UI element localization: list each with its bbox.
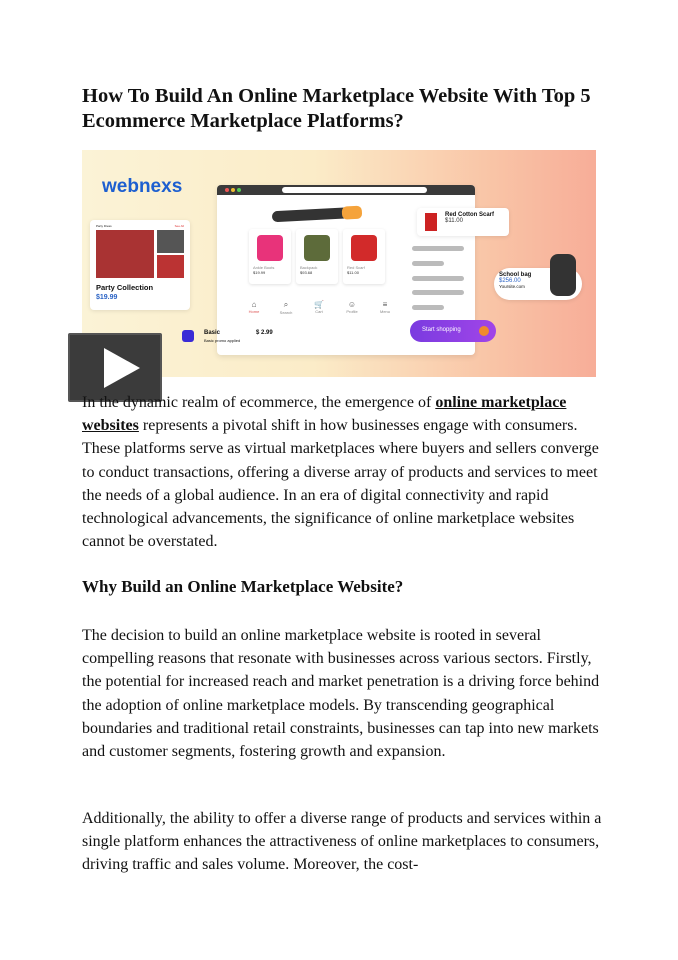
search-bar — [272, 207, 360, 223]
party-photo — [96, 230, 154, 278]
scarf-card — [417, 208, 509, 236]
product-card — [249, 229, 291, 284]
plan-note: Basic promo applied — [204, 338, 241, 343]
section-heading: Why Build an Online Marketplace Website? — [82, 577, 404, 596]
party-thumb — [157, 230, 184, 253]
placeholder-line — [412, 305, 444, 310]
scarf-price: $11.00 — [445, 218, 463, 224]
placeholder-line — [412, 290, 464, 295]
online-marketplace-link[interactable]: online marketplace websites — [82, 394, 567, 435]
party-title: Party Collection — [96, 283, 154, 292]
page-title: How To Build An Online Marketplace Website With Top 5 Ecommerce Marketplace Platforms? — [82, 85, 591, 132]
party-label: Party Dress — [96, 224, 112, 228]
bag-price: $256.00 — [499, 278, 521, 284]
menu-icon: ≡ — [382, 300, 388, 309]
party-collection-card — [90, 220, 190, 310]
start-shopping-button[interactable]: Start shopping — [410, 320, 496, 342]
product-price: $93.68 — [300, 270, 313, 275]
plan-name: Basic — [204, 330, 221, 336]
party-price: $19.99 — [96, 294, 118, 301]
plan-price: $ 2.99 — [256, 330, 273, 336]
product-price: $19.99 — [253, 270, 266, 275]
placeholder-line — [412, 246, 464, 251]
intro-paragraph: In the dynamic realm of ecommerce, the emergence of online marketplace websites represents a pivotal shift in how businesses engage with consumers. These platforms serve as virtual marketplaces where buyers and sellers converge to conduct transactions, offering a diverse array of products and services to meet the needs of a global audience. In an era of digital connectivity and rapid technological advancements, the significance of online marketplace websites cannot be overstated. — [82, 394, 599, 551]
product-card — [296, 229, 338, 284]
cart-icon: 🛒 — [314, 300, 324, 309]
webnexs-logo: webnexs — [102, 176, 183, 197]
search-icon: ⌕ — [283, 300, 289, 309]
bag-site: Yoursite.com — [499, 284, 525, 289]
bag-name: School bag — [499, 272, 532, 278]
product-name: Backpack — [300, 265, 318, 270]
nav-menu[interactable]: ≡ Menu — [373, 300, 397, 314]
placeholder-line — [412, 261, 444, 266]
nav-search[interactable]: ⌕ Search — [274, 300, 298, 315]
profile-icon: ☺ — [347, 300, 357, 309]
scarf-name: Red Cotton Scarf — [445, 212, 495, 218]
product-price: $11.00 — [347, 270, 359, 275]
backpack-image — [550, 254, 576, 296]
scarf-image — [425, 213, 437, 231]
arrow-icon — [479, 326, 489, 336]
nav-profile[interactable]: ☺ Profile — [340, 300, 364, 314]
product-name: Red Scarf — [347, 265, 365, 270]
product-name: Ankle Boots — [253, 265, 275, 270]
reasons-paragraph: The decision to build an online marketplace website is rooted in several compelling reasons that resonate with businesses across various sectors. Firstly, the potential for increased reach and market penetration is a driving force behind the adoption of online marketplace models. By transcending geographical boundaries and traditional retail constraints, businesses can tap into new markets and customer segments, fostering growth and expansion. — [82, 627, 600, 761]
home-icon: ⌂ — [251, 300, 257, 309]
school-bag-card — [494, 268, 582, 300]
nav-home[interactable]: ⌂ Home — [242, 300, 266, 314]
nav-cart[interactable]: 🛒 Cart — [307, 300, 331, 314]
additional-paragraph: Additionally, the ability to offer a diverse range of products and services within a single platform enhances the attractiveness of online marketplaces to consumers, driving traffic and sales volume. Moreover, the cost- — [82, 810, 602, 874]
product-card — [343, 229, 385, 284]
placeholder-line — [412, 276, 464, 281]
tag-icon — [182, 330, 194, 342]
see-all-link[interactable]: See All — [174, 224, 184, 228]
party-thumb — [157, 255, 184, 278]
